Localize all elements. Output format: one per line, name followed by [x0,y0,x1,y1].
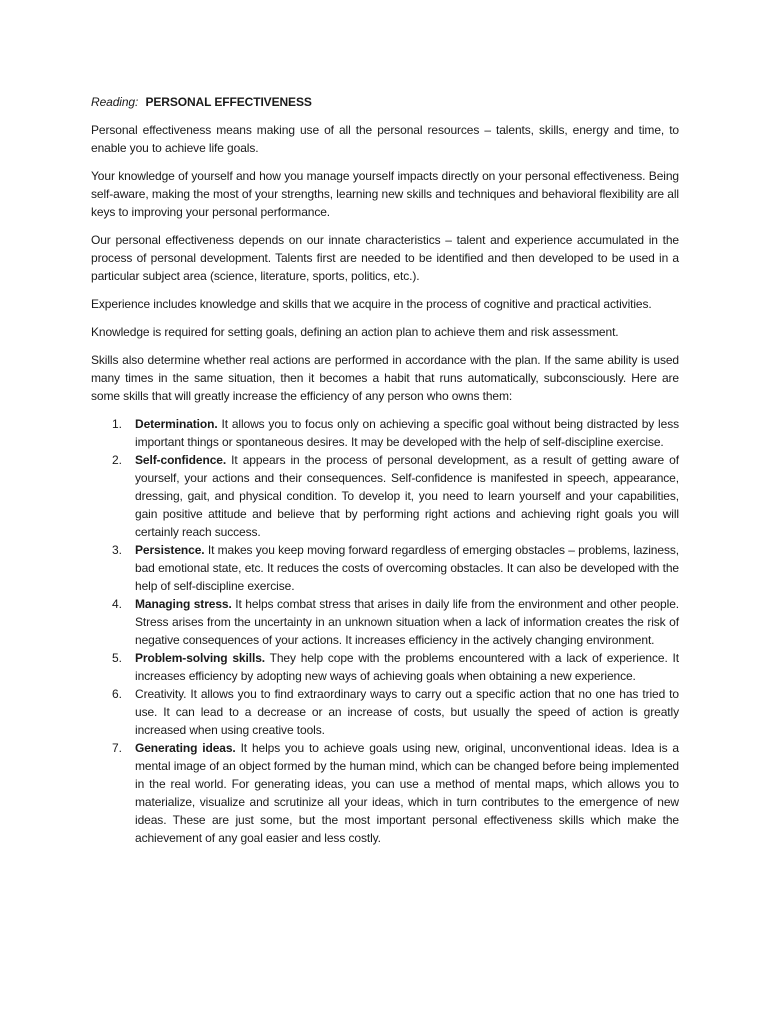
skill-description: It makes you keep moving forward regardless of emerging obstacles – problems, laziness, bad emotional state, etc. It reduces the costs of overcoming obstacles. It can also be developed with the help of self-discipline exercise. [135,543,679,593]
skill-term: Problem-solving skills. [135,651,266,665]
skill-term: Managing stress. [135,597,232,611]
list-number: 4. [112,597,122,611]
list-item [91,541,679,595]
skill-term: Persistence. [135,543,205,557]
list-item [91,649,679,685]
skill-description: It helps you to achieve goals using new, original, unconventional ideas. Idea is a mental image of an object formed by the human mind, which can be changed before being implemented in the real world. For generating ideas, you can use a method of mental maps, which allows you to materialize, visualize and scrutinize all your ideas, which in turn contributes to the emergence of new ideas. These are just some, but the most important personal effectiveness skills which make the achievement of any goal easier and less costly. [135,741,679,845]
skills-list [91,415,679,847]
skill-description: It allows you to find extraordinary ways to carry out a specific action that no one has tried to use. It can lead to a decrease or an increase of costs, but usually the speed of action is greatly increased when using creative tools. [135,687,679,737]
list-number: 7. [112,741,122,755]
list-item [91,595,679,649]
skill-term: Self-confidence. [135,453,227,467]
paragraph-innate-characteristics: Our personal effectiveness depends on our innate characteristics – talent and experience accumulated in the process of personal development. Talents first are needed to be identified and then developed to be used in a particular subject area (science, literature, sports, politics, etc.). [91,233,679,283]
list-item [91,415,679,451]
skill-description: They help cope with the problems encountered with a lack of experience. It increases efficiency by adopting new ways of achieving goals when obtaining a new experience. [135,651,679,683]
skill-term: Creativity. [135,687,187,701]
skill-description: It helps combat stress that arises in daily life from the environment and other people. Stress arises from the uncertainty in an unknown situation when a lack of information creates the risk of negative consequences of your actions. It increases efficiency in the actively changing environment. [135,597,679,647]
paragraph-knowledge: Knowledge is required for setting goals, defining an action plan to achieve them and risk assessment. [91,325,619,339]
list-item [91,451,679,541]
skill-description: It appears in the process of personal development, as a result of getting aware of yourself, your actions and their consequences. Self-confidence is manifested in speech, appearance, dressing, gait, and physical condition. To develop it, you need to learn yourself and your capabilities, gain positive attitude and believe that by performing right actions and achieving right goals you will certainly reach success. [135,453,679,539]
paragraph-experience: Experience includes knowledge and skills that we acquire in the process of cognitive and practical activities. [91,297,652,311]
skill-term: Determination. [135,417,218,431]
list-number: 2. [112,453,122,467]
list-item [91,739,679,847]
list-number: 3. [112,543,122,557]
list-number: 1. [112,417,122,431]
reading-label: Reading: [91,95,139,109]
list-number: 6. [112,687,122,701]
paragraph-skills-intro: Skills also determine whether real actions are performed in accordance with the plan. If the same ability is used many times in the same situation, then it becomes a habit that runs automatically, subconsciously. Here are some skills that will greatly increase the efficiency of any person who owns them: [91,353,679,403]
document-page [91,93,679,847]
document-title: PERSONAL EFFECTIVENESS [145,95,312,109]
paragraph-self-knowledge: Your knowledge of yourself and how you manage yourself impacts directly on your personal effectiveness. Being self-aware, making the most of your strengths, learning new skills and techniques and behavioral flexibility are all keys to improving your personal performance. [91,169,679,219]
paragraph-definition: Personal effectiveness means making use of all the personal resources – talents, skills, energy and time, to enable you to achieve life goals. [91,123,679,155]
skill-description: It allows you to focus only on achieving a specific goal without being distracted by less important things or spontaneous desires. It may be developed with the help of self-discipline exercise. [135,417,679,449]
skill-term: Generating ideas. [135,741,236,755]
list-item [91,685,679,739]
list-number: 5. [112,651,122,665]
document-heading [91,93,679,111]
